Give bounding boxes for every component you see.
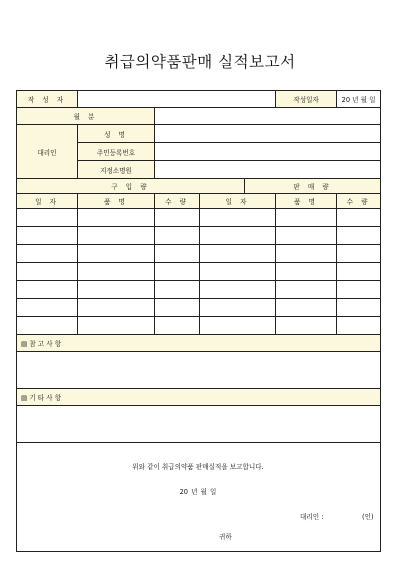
purchase-item-cell[interactable] <box>78 317 155 335</box>
sales-qty-cell[interactable] <box>337 317 381 335</box>
purchase-qty-cell[interactable] <box>155 263 200 281</box>
col-purchase-item: 품 명 <box>78 194 155 209</box>
declaration-date: 20 년 월 일 <box>179 488 217 496</box>
sales-qty-cell[interactable] <box>337 209 381 227</box>
table-row <box>17 317 381 335</box>
col-purchase-qty: 수 량 <box>155 194 200 209</box>
table-row <box>17 281 381 299</box>
purchase-item-cell[interactable] <box>78 281 155 299</box>
table-row <box>17 245 381 263</box>
table-row <box>17 263 381 281</box>
agent-rrn-label: 주민등록번호 <box>78 143 155 161</box>
purchase-date-cell[interactable] <box>17 227 78 245</box>
sales-date-cell[interactable] <box>200 245 276 263</box>
agent-label: 대리인 <box>17 125 78 179</box>
agent-name-label: 성 명 <box>78 125 155 143</box>
purchase-item-cell[interactable] <box>78 209 155 227</box>
sales-item-cell[interactable] <box>276 263 337 281</box>
sales-qty-cell[interactable] <box>337 299 381 317</box>
sales-item-cell[interactable] <box>276 299 337 317</box>
purchase-date-cell[interactable] <box>17 263 78 281</box>
purchase-qty-cell[interactable] <box>155 245 200 263</box>
purchase-qty-cell[interactable] <box>155 317 200 335</box>
sales-date-cell[interactable] <box>200 317 276 335</box>
other-notes-field[interactable] <box>17 406 381 443</box>
declaration-agent-label: 대리인 : <box>300 513 324 521</box>
reference-notes-label: ▤ 참 고 사 항 <box>17 335 381 352</box>
purchase-date-cell[interactable] <box>17 245 78 263</box>
reference-notes-field[interactable] <box>17 352 381 389</box>
col-sales-item: 품 명 <box>276 194 337 209</box>
sales-qty-cell[interactable] <box>337 281 381 299</box>
sales-report-form <box>16 90 381 552</box>
author-label: 작 성 자 <box>17 91 78 108</box>
declaration-seal: (인) <box>362 513 374 521</box>
month-field[interactable] <box>155 108 381 125</box>
sales-date-cell[interactable] <box>200 263 276 281</box>
purchase-item-cell[interactable] <box>78 299 155 317</box>
sales-item-cell[interactable] <box>276 245 337 263</box>
sales-date-cell[interactable] <box>200 209 276 227</box>
purchase-qty-cell[interactable] <box>155 281 200 299</box>
purchase-date-cell[interactable] <box>17 299 78 317</box>
agent-office-label: 지정소명원 <box>78 161 155 179</box>
agent-name-field[interactable] <box>155 125 381 143</box>
entry-rows <box>17 209 381 335</box>
month-label: 월 분 <box>17 108 155 125</box>
date-label: 작성일자 <box>276 91 337 108</box>
col-sales-date: 일 자 <box>200 194 276 209</box>
date-field[interactable]: 20 년 월 일 <box>337 91 381 108</box>
sales-qty-cell[interactable] <box>337 263 381 281</box>
table-row <box>17 209 381 227</box>
agent-rrn-field[interactable] <box>155 143 381 161</box>
table-row <box>17 299 381 317</box>
purchase-section-header: 구 입 량 <box>17 179 245 194</box>
sales-qty-cell[interactable] <box>337 245 381 263</box>
purchase-date-cell[interactable] <box>17 281 78 299</box>
purchase-qty-cell[interactable] <box>155 209 200 227</box>
purchase-item-cell[interactable] <box>78 227 155 245</box>
purchase-qty-cell[interactable] <box>155 227 200 245</box>
col-sales-qty: 수 량 <box>337 194 381 209</box>
document-title: 취급의약품판매 실적보고서 <box>104 53 296 71</box>
declaration-block <box>17 443 381 552</box>
sales-date-cell[interactable] <box>200 299 276 317</box>
table-row <box>17 227 381 245</box>
other-notes-label: ▤ 기 타 사 항 <box>17 389 381 406</box>
sales-item-cell[interactable] <box>276 209 337 227</box>
sales-item-cell[interactable] <box>276 281 337 299</box>
sales-item-cell[interactable] <box>276 317 337 335</box>
purchase-qty-cell[interactable] <box>155 299 200 317</box>
purchase-date-cell[interactable] <box>17 209 78 227</box>
sales-date-cell[interactable] <box>200 227 276 245</box>
sales-qty-cell[interactable] <box>337 227 381 245</box>
author-field[interactable] <box>78 91 276 108</box>
purchase-item-cell[interactable] <box>78 245 155 263</box>
sales-date-cell[interactable] <box>200 281 276 299</box>
purchase-item-cell[interactable] <box>78 263 155 281</box>
declaration-statement: 위와 같이 취급의약품 판매실적을 보고합니다. <box>132 463 264 471</box>
sales-item-cell[interactable] <box>276 227 337 245</box>
col-purchase-date: 일 자 <box>17 194 78 209</box>
sales-section-header: 판 매 량 <box>245 179 381 194</box>
purchase-date-cell[interactable] <box>17 317 78 335</box>
declaration-addressee: 귀하 <box>219 533 232 541</box>
agent-office-field[interactable] <box>155 161 381 179</box>
